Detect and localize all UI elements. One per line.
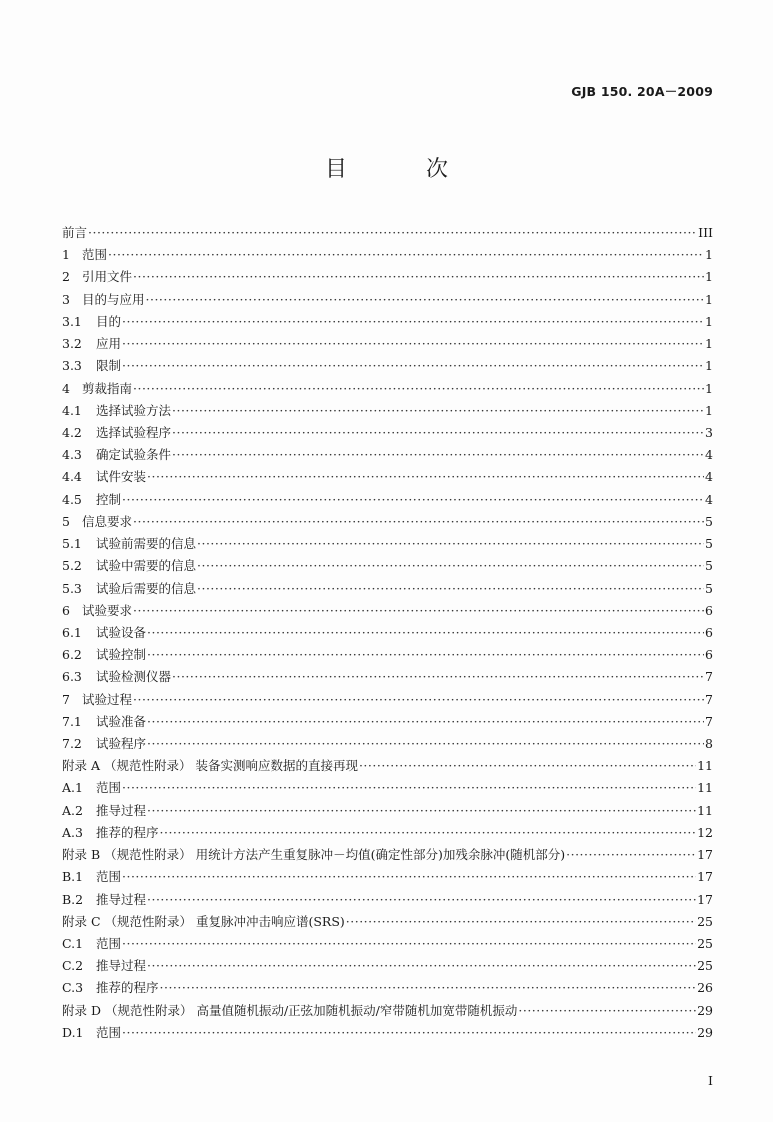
toc-entry-number: 6.2 bbox=[62, 647, 82, 663]
toc-entry[interactable] bbox=[62, 601, 713, 623]
toc-entry[interactable] bbox=[62, 623, 713, 645]
toc-entry[interactable] bbox=[62, 579, 713, 601]
dot-leader bbox=[146, 292, 705, 307]
toc-entry-number: 4.2 bbox=[62, 424, 82, 440]
dot-leader bbox=[160, 825, 697, 840]
dot-leader bbox=[133, 381, 704, 396]
toc-entry-title: 试件安装 bbox=[96, 469, 147, 485]
toc-entry[interactable] bbox=[62, 823, 713, 845]
toc-entry-title: 试验要求 bbox=[82, 602, 133, 618]
toc-entry-title: 控制 bbox=[96, 491, 122, 507]
toc-entry-title: 试验设备 bbox=[96, 624, 147, 640]
toc-entry-number: D.1 bbox=[62, 1024, 84, 1040]
toc-entry[interactable] bbox=[62, 912, 713, 934]
toc-entry-number: B.2 bbox=[62, 891, 84, 907]
toc-entry[interactable] bbox=[62, 290, 713, 312]
standard-code: GJB 150. 20A－2009 bbox=[571, 84, 713, 99]
toc-entry-page: 1 bbox=[705, 380, 713, 396]
toc-entry-title: 附录 B （规范性附录） 用统计方法产生重复脉冲－均值(确定性部分)加残余脉冲(随机部分) bbox=[62, 847, 566, 863]
dot-leader bbox=[160, 980, 697, 995]
toc-entry[interactable] bbox=[62, 934, 713, 956]
dot-leader bbox=[122, 869, 696, 884]
toc-entry-page: 7 bbox=[705, 669, 713, 685]
toc-entry-page: 7 bbox=[705, 713, 713, 729]
toc-entry-number: 5.2 bbox=[62, 558, 82, 574]
toc-entry-page: 1 bbox=[705, 291, 713, 307]
toc-entry[interactable] bbox=[62, 667, 713, 689]
toc-entry-title: 范围 bbox=[96, 780, 122, 796]
toc-entry-title: 推导过程 bbox=[96, 802, 147, 818]
toc-entry-page: 7 bbox=[705, 691, 713, 707]
toc-entry-page: 11 bbox=[697, 780, 713, 796]
toc-entry[interactable] bbox=[62, 801, 713, 823]
toc-entry-number: A.1 bbox=[62, 780, 83, 796]
dot-leader bbox=[122, 780, 696, 795]
dot-leader bbox=[147, 803, 696, 818]
toc-entry-number: A.3 bbox=[62, 824, 83, 840]
toc-entry[interactable] bbox=[62, 845, 713, 867]
toc-entry[interactable] bbox=[62, 445, 713, 467]
toc-entry-page: 29 bbox=[697, 1024, 713, 1040]
page-number: I bbox=[708, 1073, 713, 1088]
toc-entry[interactable] bbox=[62, 867, 713, 889]
toc-entry[interactable] bbox=[62, 334, 713, 356]
toc-title: 目 次 bbox=[325, 157, 484, 182]
toc-entry-number: 2 bbox=[62, 269, 70, 285]
toc-entry-page: 6 bbox=[705, 602, 713, 618]
dot-leader bbox=[147, 892, 696, 907]
toc-entry[interactable] bbox=[62, 534, 713, 556]
toc-entry-title: 范围 bbox=[96, 869, 122, 885]
dot-leader bbox=[122, 1025, 696, 1040]
toc-entry-page: 3 bbox=[705, 424, 713, 440]
dot-leader bbox=[88, 225, 697, 240]
toc-entry-page: 12 bbox=[697, 824, 713, 840]
toc-entry-title: 试验过程 bbox=[82, 691, 133, 707]
toc-entry-title: 应用 bbox=[96, 336, 122, 352]
dot-leader bbox=[147, 736, 704, 751]
dot-leader bbox=[108, 247, 704, 262]
toc-entry-number: 5.3 bbox=[62, 580, 82, 596]
toc-entry-number: 3.2 bbox=[62, 336, 82, 352]
toc-entry[interactable] bbox=[62, 690, 713, 712]
toc-entry-page: 29 bbox=[697, 1002, 713, 1018]
toc-entry-page: 4 bbox=[705, 491, 713, 507]
toc-entry[interactable] bbox=[62, 734, 713, 756]
toc-entry-title: 目的 bbox=[96, 313, 122, 329]
dot-leader bbox=[122, 492, 704, 507]
toc-entry-title: 范围 bbox=[96, 936, 122, 951]
toc-entry[interactable] bbox=[62, 756, 713, 778]
dot-leader bbox=[172, 447, 704, 462]
dot-leader bbox=[197, 536, 704, 551]
toc-entry-title: 附录 C （规范性附录） 重复脉冲冲击响应谱(SRS) bbox=[62, 913, 345, 929]
dot-leader bbox=[197, 581, 704, 596]
toc-entry-page: 5 bbox=[705, 536, 713, 552]
dot-leader bbox=[122, 336, 704, 351]
toc-entry[interactable] bbox=[62, 556, 713, 578]
dot-leader bbox=[133, 692, 704, 707]
toc-entry-title: 试验中需要的信息 bbox=[96, 558, 197, 574]
toc-entry-number: C.2 bbox=[62, 958, 84, 974]
toc-entry-page: 4 bbox=[705, 447, 713, 463]
dot-leader bbox=[133, 514, 704, 529]
toc-entry[interactable] bbox=[62, 712, 713, 734]
toc-entry-page: 26 bbox=[697, 980, 713, 996]
toc-entry[interactable] bbox=[62, 890, 713, 912]
toc-entry-number: 4.3 bbox=[62, 447, 82, 463]
toc-entry-title: 试验准备 bbox=[96, 713, 147, 729]
toc-entry-title: 选择试验方法 bbox=[96, 402, 172, 418]
toc-entry-number: 7 bbox=[62, 691, 70, 707]
toc-entry-page: 4 bbox=[705, 469, 713, 485]
toc-entry-title: 试验控制 bbox=[96, 647, 147, 663]
toc-entry-title: 目的与应用 bbox=[82, 291, 145, 307]
toc-entry-number: 4.4 bbox=[62, 469, 82, 485]
toc-entry[interactable] bbox=[62, 1001, 713, 1023]
toc-entry[interactable] bbox=[62, 956, 713, 978]
toc-entry-title: 信息要求 bbox=[82, 513, 133, 529]
toc-entry-page: 5 bbox=[705, 513, 713, 529]
toc-entry-page: III bbox=[698, 225, 713, 240]
dot-leader bbox=[122, 358, 704, 373]
toc-entry[interactable] bbox=[62, 1023, 713, 1045]
toc-entry-page: 6 bbox=[705, 647, 713, 663]
toc-entry-number: 6.1 bbox=[62, 624, 82, 640]
toc-entry-page: 25 bbox=[697, 936, 713, 951]
toc-entry[interactable] bbox=[62, 223, 713, 245]
toc-entry[interactable] bbox=[62, 245, 713, 267]
toc-entry-title: 试验检测仪器 bbox=[96, 669, 172, 685]
toc-entry-title: 范围 bbox=[96, 1024, 122, 1040]
toc-entry-page: 6 bbox=[705, 624, 713, 640]
toc-entry-page: 1 bbox=[705, 402, 713, 418]
toc-entry-title: 试验后需要的信息 bbox=[96, 580, 197, 596]
toc-entry-number: 7.1 bbox=[62, 713, 82, 729]
dot-leader bbox=[147, 625, 704, 640]
toc-entry[interactable] bbox=[62, 312, 713, 334]
toc-entry[interactable] bbox=[62, 467, 713, 489]
toc-entry-page: 8 bbox=[705, 736, 713, 752]
toc-entry-title: 范围 bbox=[82, 247, 108, 263]
toc-entry[interactable] bbox=[62, 512, 713, 534]
toc-entry-number: 3.1 bbox=[62, 313, 82, 329]
toc-entry[interactable] bbox=[62, 401, 713, 423]
dot-leader bbox=[172, 403, 704, 418]
dot-leader bbox=[133, 603, 704, 618]
dot-leader bbox=[172, 425, 704, 440]
toc-entry[interactable] bbox=[62, 267, 713, 289]
toc-entry-title: 选择试验程序 bbox=[96, 424, 172, 440]
toc-entry[interactable] bbox=[62, 978, 713, 1000]
dot-leader bbox=[147, 958, 696, 973]
toc-entry-page: 1 bbox=[705, 313, 713, 329]
toc-entry-title: 推导过程 bbox=[96, 958, 147, 974]
toc-entry-page: 1 bbox=[705, 336, 713, 352]
toc-entry-number: 6 bbox=[62, 602, 70, 618]
toc-entry-title: 试验程序 bbox=[96, 736, 147, 752]
toc-entry-page: 11 bbox=[697, 802, 713, 818]
toc-entry-title: 前言 bbox=[62, 225, 88, 240]
dot-leader bbox=[346, 914, 696, 929]
toc-entry-number: B.1 bbox=[62, 869, 84, 885]
toc-entry-page: 5 bbox=[705, 580, 713, 596]
toc-entry-number: 4 bbox=[62, 380, 70, 396]
dot-leader bbox=[566, 847, 696, 862]
dot-leader bbox=[133, 269, 704, 284]
dot-leader bbox=[122, 936, 696, 951]
toc-entry-page: 25 bbox=[697, 913, 713, 929]
dot-leader bbox=[197, 558, 704, 573]
toc-entry-title: 推导过程 bbox=[96, 891, 147, 907]
toc-entry-number: 5 bbox=[62, 513, 70, 529]
toc-entry[interactable] bbox=[62, 778, 713, 800]
toc-entry[interactable] bbox=[62, 645, 713, 667]
toc-entry-title: 推荐的程序 bbox=[96, 980, 159, 996]
toc-entry-page: 25 bbox=[697, 958, 713, 974]
toc-entry-title: 试验前需要的信息 bbox=[96, 536, 197, 552]
toc-entry-page: 1 bbox=[705, 269, 713, 285]
toc-entry[interactable] bbox=[62, 490, 713, 512]
toc-entry-number: 4.1 bbox=[62, 402, 82, 418]
toc-entry-number: 7.2 bbox=[62, 736, 82, 752]
toc-entry-number: 5.1 bbox=[62, 536, 82, 552]
toc-entry-number: 3.3 bbox=[62, 358, 82, 374]
toc-entry-title: 剪裁指南 bbox=[82, 380, 133, 396]
dot-leader bbox=[172, 669, 704, 684]
toc-entry-page: 17 bbox=[697, 847, 713, 863]
dot-leader bbox=[359, 758, 696, 773]
dot-leader bbox=[518, 1003, 696, 1018]
toc-entry-page: 1 bbox=[705, 358, 713, 374]
toc-entry-page: 5 bbox=[705, 558, 713, 574]
toc-entry-title: 引用文件 bbox=[82, 269, 133, 285]
dot-leader bbox=[147, 469, 704, 484]
dot-leader bbox=[147, 714, 704, 729]
toc-entry-number: 4.5 bbox=[62, 491, 82, 507]
toc-entry[interactable] bbox=[62, 379, 713, 401]
toc-entry-page: 11 bbox=[697, 758, 713, 774]
toc-entry-page: 17 bbox=[697, 891, 713, 907]
toc-entry-number: 1 bbox=[62, 247, 70, 263]
dot-leader bbox=[122, 314, 704, 329]
toc-entry-number: C.3 bbox=[62, 980, 84, 996]
table-of-contents bbox=[62, 223, 713, 1045]
toc-entry-page: 1 bbox=[705, 247, 713, 263]
toc-entry-number: A.2 bbox=[62, 802, 83, 818]
toc-entry-title: 限制 bbox=[96, 358, 122, 374]
toc-entry-title: 确定试验条件 bbox=[96, 447, 172, 463]
toc-entry-title: 附录 D （规范性附录） 高量值随机振动/正弦加随机振动/窄带随机加宽带随机振动 bbox=[62, 1002, 518, 1018]
toc-entry-number: C.1 bbox=[62, 936, 84, 951]
toc-entry-page: 17 bbox=[697, 869, 713, 885]
dot-leader bbox=[147, 647, 704, 662]
toc-entry[interactable] bbox=[62, 356, 713, 378]
toc-entry-number: 3 bbox=[62, 291, 70, 307]
toc-entry-number: 6.3 bbox=[62, 669, 82, 685]
toc-entry-title: 附录 A （规范性附录） 装备实测响应数据的直接再现 bbox=[62, 758, 358, 774]
toc-entry[interactable] bbox=[62, 423, 713, 445]
toc-entry-title: 推荐的程序 bbox=[96, 824, 159, 840]
